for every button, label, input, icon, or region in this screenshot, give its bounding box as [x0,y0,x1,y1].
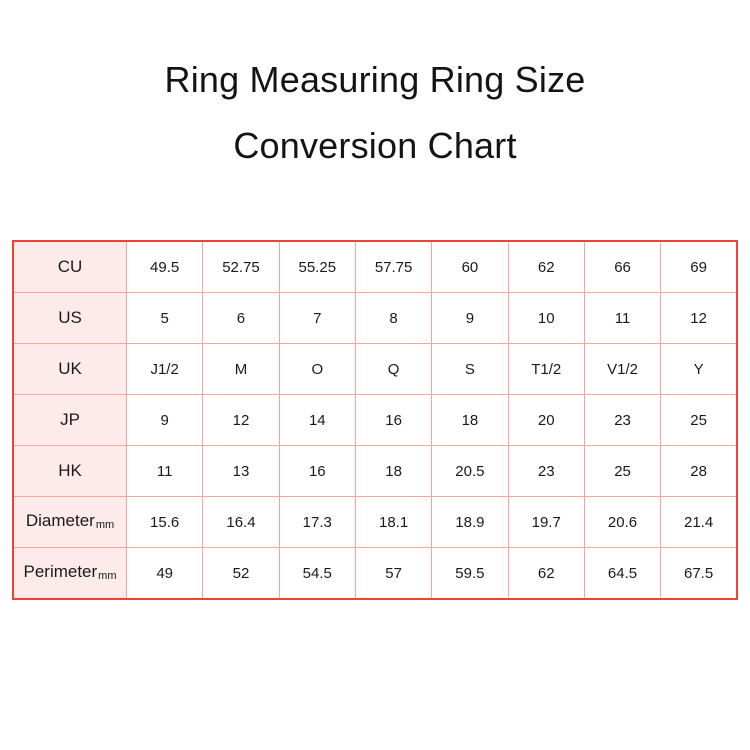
row-label-perimeter [13,548,127,600]
cell-hk-7: 25 [584,446,660,497]
cell-us-8: 12 [661,293,737,344]
cell-diameter-4: 18.1 [355,497,431,548]
row-label-us [13,293,127,344]
cell-uk-2: M [203,344,279,395]
cell-perimeter-5: 59.5 [432,548,508,600]
cell-diameter-2: 16.4 [203,497,279,548]
cell-perimeter-6: 62 [508,548,584,600]
cell-uk-6: T1/2 [508,344,584,395]
cell-uk-8: Y [661,344,737,395]
row-label-hk [13,446,127,497]
cell-perimeter-2: 52 [203,548,279,600]
row-label-unit: mm [98,570,117,583]
cell-jp-1: 9 [127,395,203,446]
cell-cu-3: 55.25 [279,241,355,293]
cell-jp-7: 23 [584,395,660,446]
cell-us-2: 6 [203,293,279,344]
table-row [13,293,737,344]
cell-hk-1: 11 [127,446,203,497]
cell-us-6: 10 [508,293,584,344]
table-row [13,241,737,293]
table-row [13,395,737,446]
row-label-uk [13,344,127,395]
cell-cu-8: 69 [661,241,737,293]
cell-uk-1: J1/2 [127,344,203,395]
cell-diameter-1: 15.6 [127,497,203,548]
cell-jp-4: 16 [355,395,431,446]
cell-uk-7: V1/2 [584,344,660,395]
row-label-text: JP [60,410,80,429]
cell-cu-1: 49.5 [127,241,203,293]
cell-jp-2: 12 [203,395,279,446]
row-label-text: Perimeter [23,562,98,582]
cell-uk-5: S [432,344,508,395]
size-conversion-table [12,240,738,600]
cell-uk-3: O [279,344,355,395]
cell-cu-7: 66 [584,241,660,293]
cell-hk-6: 23 [508,446,584,497]
row-label-jp [13,395,127,446]
page-title-line-2: Conversion Chart [233,125,517,166]
cell-us-5: 9 [432,293,508,344]
table-row [13,344,737,395]
table-row [13,548,737,600]
cell-diameter-3: 17.3 [279,497,355,548]
cell-perimeter-4: 57 [355,548,431,600]
cell-us-3: 7 [279,293,355,344]
cell-cu-2: 52.75 [203,241,279,293]
row-label-text: US [58,308,82,327]
row-label-diameter [13,497,127,548]
cell-hk-8: 28 [661,446,737,497]
row-label-text: CU [57,257,83,276]
cell-uk-4: Q [355,344,431,395]
cell-us-1: 5 [127,293,203,344]
cell-perimeter-1: 49 [127,548,203,600]
cell-perimeter-7: 64.5 [584,548,660,600]
row-label-unit: mm [95,519,115,532]
cell-perimeter-3: 54.5 [279,548,355,600]
row-label-text: HK [58,461,82,480]
cell-cu-5: 60 [432,241,508,293]
cell-diameter-7: 20.6 [584,497,660,548]
cell-diameter-8: 21.4 [661,497,737,548]
cell-cu-6: 62 [508,241,584,293]
cell-hk-2: 13 [203,446,279,497]
page-title [0,0,750,164]
cell-jp-5: 18 [432,395,508,446]
row-label-text: Diameter [25,511,95,531]
cell-hk-5: 20.5 [432,446,508,497]
row-label-text: UK [58,359,82,378]
cell-jp-6: 20 [508,395,584,446]
cell-diameter-5: 18.9 [432,497,508,548]
cell-hk-3: 16 [279,446,355,497]
cell-perimeter-8: 67.5 [661,548,737,600]
row-label-cu [13,241,127,293]
cell-diameter-6: 19.7 [508,497,584,548]
page-title-line-1: Ring Measuring Ring Size [164,59,586,100]
cell-us-7: 11 [584,293,660,344]
table-row [13,446,737,497]
size-conversion-table-wrapper [12,240,738,600]
cell-us-4: 8 [355,293,431,344]
cell-jp-8: 25 [661,395,737,446]
table-row [13,497,737,548]
cell-cu-4: 57.75 [355,241,431,293]
cell-jp-3: 14 [279,395,355,446]
cell-hk-4: 18 [355,446,431,497]
